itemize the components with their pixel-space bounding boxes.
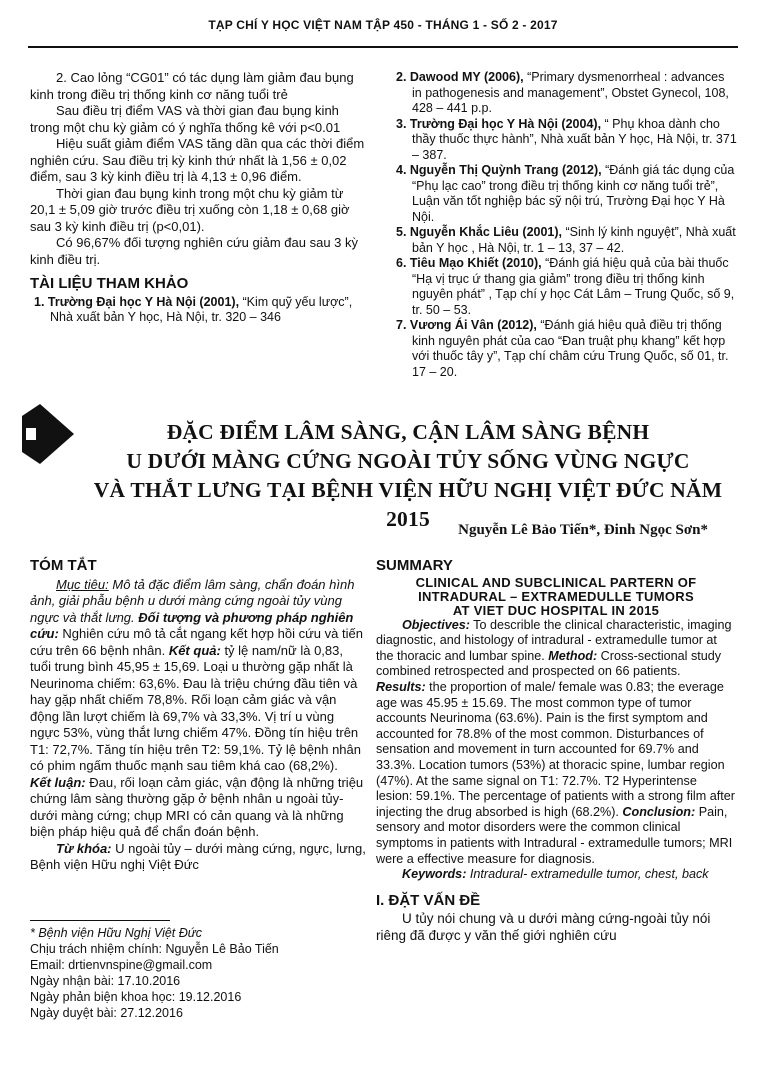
article-title-line: VÀ THẮT LƯNG TẠI BỆNH VIỆN HỮU NGHỊ VIỆT ĐỨC NĂM 2015 <box>93 478 723 531</box>
conclusion-paragraph: Sau điều trị điểm VAS và thời gian đau bụng kinh trong một chu kỳ giảm có ý nghĩa thống kê với p<0.01 <box>30 103 341 135</box>
summary-title <box>376 576 736 618</box>
results-text-en: the proportion of male/ female was 0.83; the everage age was 45.95 ± 15.69. The most common type of tumor accounts Neurinoma (63.6%). Pain is the first symptom and accounted for 78.8% of the most common. Disturbances of sensation and movement in turn accounted for 69.7% and 33.3%. Location tumors (53%) at thoracic spine, lumbar region (47%). At the same signal on T1: 72.7%. T2 Hyperintense lesion: 59.1%. The percentage of patients with a strong film after injecting the drug absorbed is high (68.2%). <box>376 679 735 819</box>
conclusion-label: Kết luận: <box>30 774 86 790</box>
intro-text: U tủy nói chung và u dưới màng cứng-ngoài tủy nói riêng đã được y văn thế giới nghiên cứu <box>376 911 711 944</box>
reference-text: “Đánh giá hiệu quả của bài thuốc “Hạ vị trục ứ thang gia giảm” trong điều trị thống kinh nguyên phát” , Tạp chí y học Cát Lâm – Trung Quốc, số 9, tr. 50 – 53. <box>412 256 735 317</box>
top-left-column <box>30 70 368 326</box>
conclusion-paragraph: Thời gian đau bụng kinh trong một chu kỳ giảm từ 20,1 ± 5,09 giờ trước điều trị xuống còn 1,18 ± 0,68 giờ sau 3 kỳ kinh điều trị (p<0,01). <box>30 185 350 234</box>
reference-text: “Đánh giá hiệu quả điều trị thống kinh nguyên phát của cao “Đan truật phụ khang” kết hợp với thuốc tây y”, Tạp chí châm cứu Trung Quốc, số 01, tr. 17 – 20. <box>412 318 729 379</box>
summary-en-column <box>376 558 736 944</box>
abstract-vi-conclusion <box>30 775 366 841</box>
article-title-line: U DƯỚI MÀNG CỨNG NGOÀI TỦY SỐNG VÙNG NGỰC <box>126 449 690 473</box>
reference-author: 7. Vương Ái Vân (2012), <box>396 318 537 332</box>
footnote-accepted: Ngày duyệt bài: 27.12.2016 <box>30 1006 183 1020</box>
reference-item <box>392 70 737 117</box>
results-text: tỷ lệ nam/nữ là 0,83, tuổi trung bình 45,95 ± 15,69. Loại u thường gặp nhất là Neurinoma chiếm: 63,6%. Đau là triệu chứng đầu tiên và hay gặp nhất chiếm 78,8%. Rối loạn cảm giác và vận động lần lượt chiếm là 69,7% và 33,3%. Vị trí u vùng ngực 53%, vùng thắt lưng chiếm 47%. Đồng tín hiệu trên T1: 72,7%. Tăng tín hiệu trên T2: 59,1%. Tỷ lệ bệnh nhân có phim ngấm thuốc mạnh sau tiêm khá cao (68,2%). <box>30 642 361 773</box>
footnote-received: Ngày nhận bài: 17.10.2016 <box>30 974 181 988</box>
footnote-rule <box>30 920 170 921</box>
footnote-affiliation: * Bệnh viện Hữu Nghị Việt Đức <box>30 926 202 940</box>
reference-item <box>392 225 737 256</box>
method-label-en: Method: <box>544 648 598 663</box>
keywords-label-en: Keywords: <box>402 867 467 882</box>
reference-item <box>392 163 737 225</box>
method-label: Đối tượng và phương pháp nghiên cứu: <box>30 609 354 641</box>
reference-item <box>30 295 368 326</box>
keywords-label: Từ khóa: <box>56 840 112 856</box>
objectives-label: Objectives: <box>402 617 470 632</box>
intro-heading: I. ĐẶT VẤN ĐỀ <box>376 891 481 909</box>
objective-text: Mô tả đặc điểm lâm sàng, chẩn đoán hình ảnh, giải phẫu bệnh u dưới màng cứng ngoài tủy vùng ngực và thắt lưng. <box>30 576 355 625</box>
summary-title-line: INTRADURAL – EXTRAMEDULLE TUMORS <box>418 588 694 604</box>
abstract-vi-heading: TÓM TẮT <box>30 557 97 574</box>
results-label-en: Results: <box>376 679 426 694</box>
reference-author: 6. Tiêu Mạo Khiết (2010), <box>396 256 542 270</box>
header-rule <box>28 46 738 48</box>
keywords-text: U ngoài tủy – dưới màng cứng, ngực, lưng, Bệnh viện Hữu nghị Việt Đức <box>30 840 366 872</box>
method-text: Nghiên cứu mô tả cắt ngang kết hợp hồi cứu và tiến cứu trên 66 bệnh nhân. <box>30 626 363 658</box>
conclusion-paragraph: Có 96,67% đối tượng nghiên cứu giảm đau sau 3 kỳ kinh điều trị. <box>30 235 359 267</box>
reference-text: “Sinh lý kinh nguyệt”, Nhà xuất bản Y học , Hà Nội, tr. 1 – 13, 37 – 42. <box>412 225 736 255</box>
keywords-text-en: Intradural- extramedulle tumor, chest, back <box>466 867 709 882</box>
running-header: TẠP CHÍ Y HỌC VIỆT NAM TẬP 450 - THÁNG 1 - SỐ 2 - 2017 <box>208 18 558 32</box>
conclusion-paragraph: Hiệu suất giảm điểm VAS tăng dần qua các thời điểm nghiên cứu. Sau điều trị kỳ kinh thứ nhất là 1,56 ± 0,02 điểm, sau 3 kỳ kinh điều trị là 4,13 ± 0,96 điểm. <box>30 136 365 184</box>
summary-title-line: AT VIET DUC HOSPITAL IN 2015 <box>452 602 660 618</box>
summary-heading: SUMMARY <box>376 557 453 574</box>
conclusion-text-en: Pain, sensory and motor disorders were the common clinical symptoms in patients with Intradural - extramedulle tumors; MRI were a effective measure for diagnosis. <box>376 804 733 866</box>
objectives-text: To describle the clinical characteristic, imaging diagnostic, and histology of intradural - extramedulle tumor at the thoracic and lumbar spine. <box>376 617 732 663</box>
summary-body <box>376 618 736 680</box>
article-title-line: ĐẶC ĐIỂM LÂM SÀNG, CẬN LÂM SÀNG BỆNH <box>166 420 650 444</box>
reference-author: 3. Trường Đại học Y Hà Nội (2004), <box>396 116 602 131</box>
reference-item <box>392 318 737 380</box>
conclusion-label-en: Conclusion: <box>618 804 696 819</box>
footnote-reviewed: Ngày phản biện khoa học: 19.12.2016 <box>30 990 242 1004</box>
reference-text: “Primary dysmenorrheal : advances in pathogenesis and management”, Obstet Gynecol, 108, 428 – 441 p.p. <box>412 70 729 115</box>
footnote-email: Email: drtienvnspine@gmail.com <box>30 958 213 972</box>
reference-item <box>392 117 737 164</box>
reference-text: “ Phụ khoa dành cho thầy thuốc thực hành”, Nhà xuất bản Y học, Hà Nội, tr. 371 – 387. <box>412 116 737 162</box>
abstract-vi-body <box>30 577 366 775</box>
conclusion-paragraph: 2. Cao lỏng “CG01” có tác dụng làm giảm đau bụng kinh trong điều trị thống kinh cơ năng tuổi trẻ <box>30 70 354 102</box>
summary-keywords <box>376 867 736 883</box>
reference-author: 1. Trường Đại học Y Hà Nội (2001), <box>34 294 240 309</box>
summary-results <box>376 680 736 867</box>
article-title <box>90 418 726 534</box>
references-heading: TÀI LIỆU THAM KHẢO <box>30 275 189 292</box>
abstract-vi-column <box>30 558 366 874</box>
top-right-references <box>392 70 737 380</box>
summary-title-line: CLINICAL AND SUBCLINICAL PARTERN OF <box>415 574 697 590</box>
reference-text: “Đánh giá tác dụng của “Phụ lạc cao” trong điều trị thống kinh cơ năng tuổi trẻ”, Luận văn tốt nghiệp bác sỹ nội trú, Trường Đại học Y Hà Nội. <box>412 163 735 224</box>
reference-author: 2. Dawood MY (2006), <box>396 70 524 84</box>
reference-author: 5. Nguyễn Khắc Liêu (2001), <box>396 225 563 239</box>
objective-label: Mục tiêu: <box>56 576 109 592</box>
abstract-vi-keywords <box>30 841 366 874</box>
conclusion-text: Đau, rối loạn cảm giác, vận động là những triệu chứng lâm sàng thường gặp ở bệnh nhân u ngoài tủy-dưới màng cứng; chụp MRI có cản quang và là những biện pháp hiệu quả để chẩn đoán bệnh. <box>30 774 364 839</box>
method-text-en: Cross-sectional study combined retrospected and prospected on 66 patients. <box>376 648 722 679</box>
footnote-responsible: Chịu trách nhiệm chính: Nguyễn Lê Bảo Tiến <box>30 942 279 956</box>
article-banner-icon <box>22 404 74 464</box>
results-label: Kết quả: <box>165 642 221 658</box>
article-authors: Nguyễn Lê Bảo Tiến*, Đinh Ngọc Sơn* <box>458 522 708 538</box>
reference-text: “Kim quỹ yếu lược”, Nhà xuất bản Y học, Hà Nội, tr. 320 – 346 <box>50 294 353 324</box>
footnote-block <box>30 914 366 1021</box>
reference-author: 4. Nguyễn Thị Quỳnh Trang (2012), <box>396 163 602 177</box>
reference-item <box>392 256 737 318</box>
